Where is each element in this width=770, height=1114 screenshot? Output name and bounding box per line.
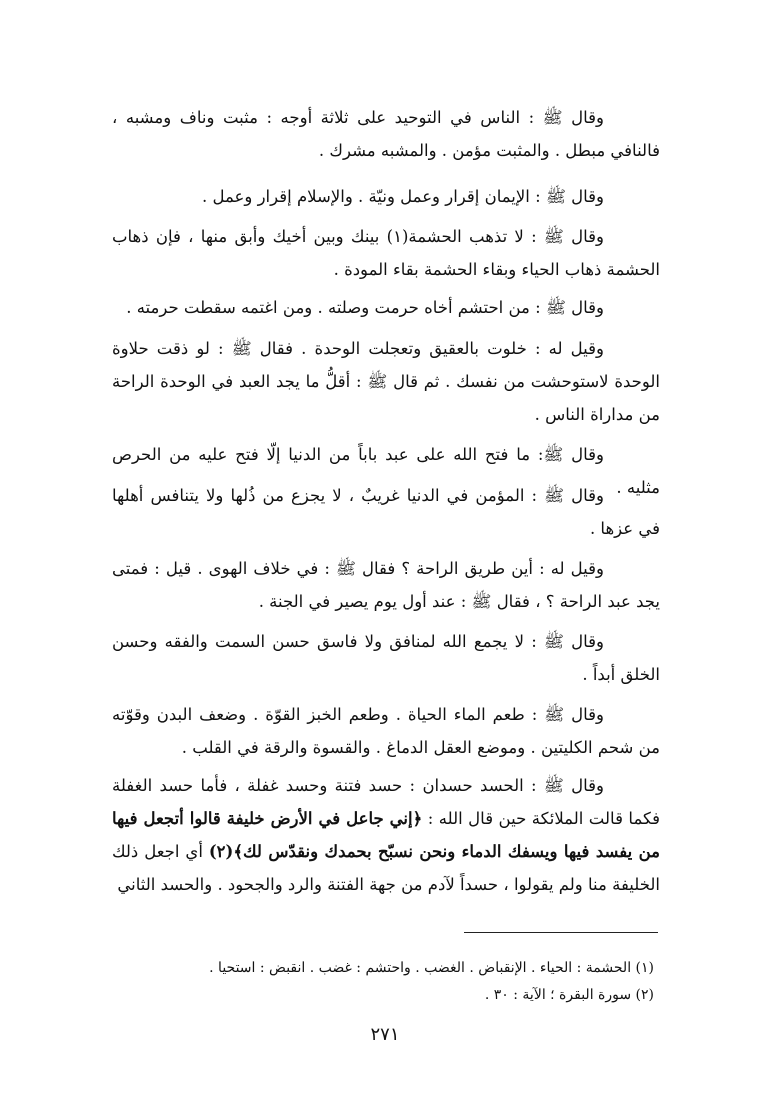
paragraph-tawhid: وقال ﷺ : الناس في التوحيد على ثلاثة أوجه : مثبت وناف ومشبه ، فالنافي مبطل . والمثبت مؤمن . والمشبه مشرك . — [112, 108, 660, 160]
footnote-separator — [464, 932, 658, 933]
page-number: ٢٧١ — [370, 1024, 400, 1045]
paragraph-hasad — [112, 769, 660, 901]
quran-quote: ﴿إني جاعل في الأرض خليفة قالوا أتجعل فيها من يفسد فيها ويسفك الدماء ونحن نسبّح بحمدك ونقدّس لك﴾(٢) — [112, 809, 660, 861]
paragraph-dunya-hirs: وقال ﷺ: ما فتح الله على عبد باباً من الدنيا إلّا فتح عليه من الحرص مثليه . — [112, 445, 660, 497]
paragraph-iman: وقال ﷺ : الإيمان إقرار وعمل ونيّة . والإسلام إقرار وعمل . — [201, 187, 604, 206]
paragraph-raha: وقيل له : أين طريق الراحة ؟ فقال ﷺ : في خلاف الهوى . قيل : فمتى يجد عبد الراحة ؟ ، فقال ﷺ : عند أول يوم يصير في الجنة . — [112, 559, 660, 611]
hasad-text-part2: أي اجعل ذلك الخليفة منا ولم يقولوا ، حسداً لآدم من جهة الفتنة والرد والجحود . والحسد الثاني — [112, 842, 660, 894]
paragraph-munafiq: وقال ﷺ : لا يجمع الله لمنافق ولا فاسق حسن السمت والفقه وحسن الخلق أبداً . — [112, 632, 660, 684]
paragraph-mumin-gharib: وقال ﷺ : المؤمن في الدنيا غريبٌ ، لا يجزع من ذُلها ولا يتنافس أهلها في عزها . — [112, 486, 660, 538]
footnote-2: (٢) سورة البقرة ؛ الآية : ٣٠ . — [484, 987, 654, 1003]
paragraph-taam: وقال ﷺ : طعم الماء الحياة . وطعم الخبز القوّة . وضعف البدن وقوّته من شحم الكليتين . وموضع العقل الدماغ . والقسوة والرقة في القلب . — [112, 705, 660, 757]
paragraph-ihtasham: وقال ﷺ : من احتشم أخاه حرمت وصلته . ومن اغتمه سقطت حرمته . — [126, 298, 604, 317]
paragraph-wahda: وقيل له : خلوت بالعقيق وتعجلت الوحدة . فقال ﷺ : لو ذقت حلاوة الوحدة لاستوحشت من نفسك . ثم قال ﷺ : أقلُّ ما يجد العبد في الوحدة الراحة من مداراة الناس . — [112, 339, 660, 424]
paragraph-hishma: وقال ﷺ : لا تذهب الحشمة(١) بينك وبين أخيك وأبق منها ، فإن ذهاب الحشمة ذهاب الحياء وبقاء الحشمة بقاء المودة . — [112, 227, 660, 279]
hasad-text-part1: وقال ﷺ : الحسد حسدان : حسد فتنة وحسد غفلة ، فأما حسد الغفلة فكما قالت الملائكة حين قال الله : — [112, 776, 660, 828]
footnote-1: (١) الحشمة : الحياء . الإنقباض . الغضب . واحتشم : غضب . انقبض : استحيا . — [209, 960, 654, 976]
